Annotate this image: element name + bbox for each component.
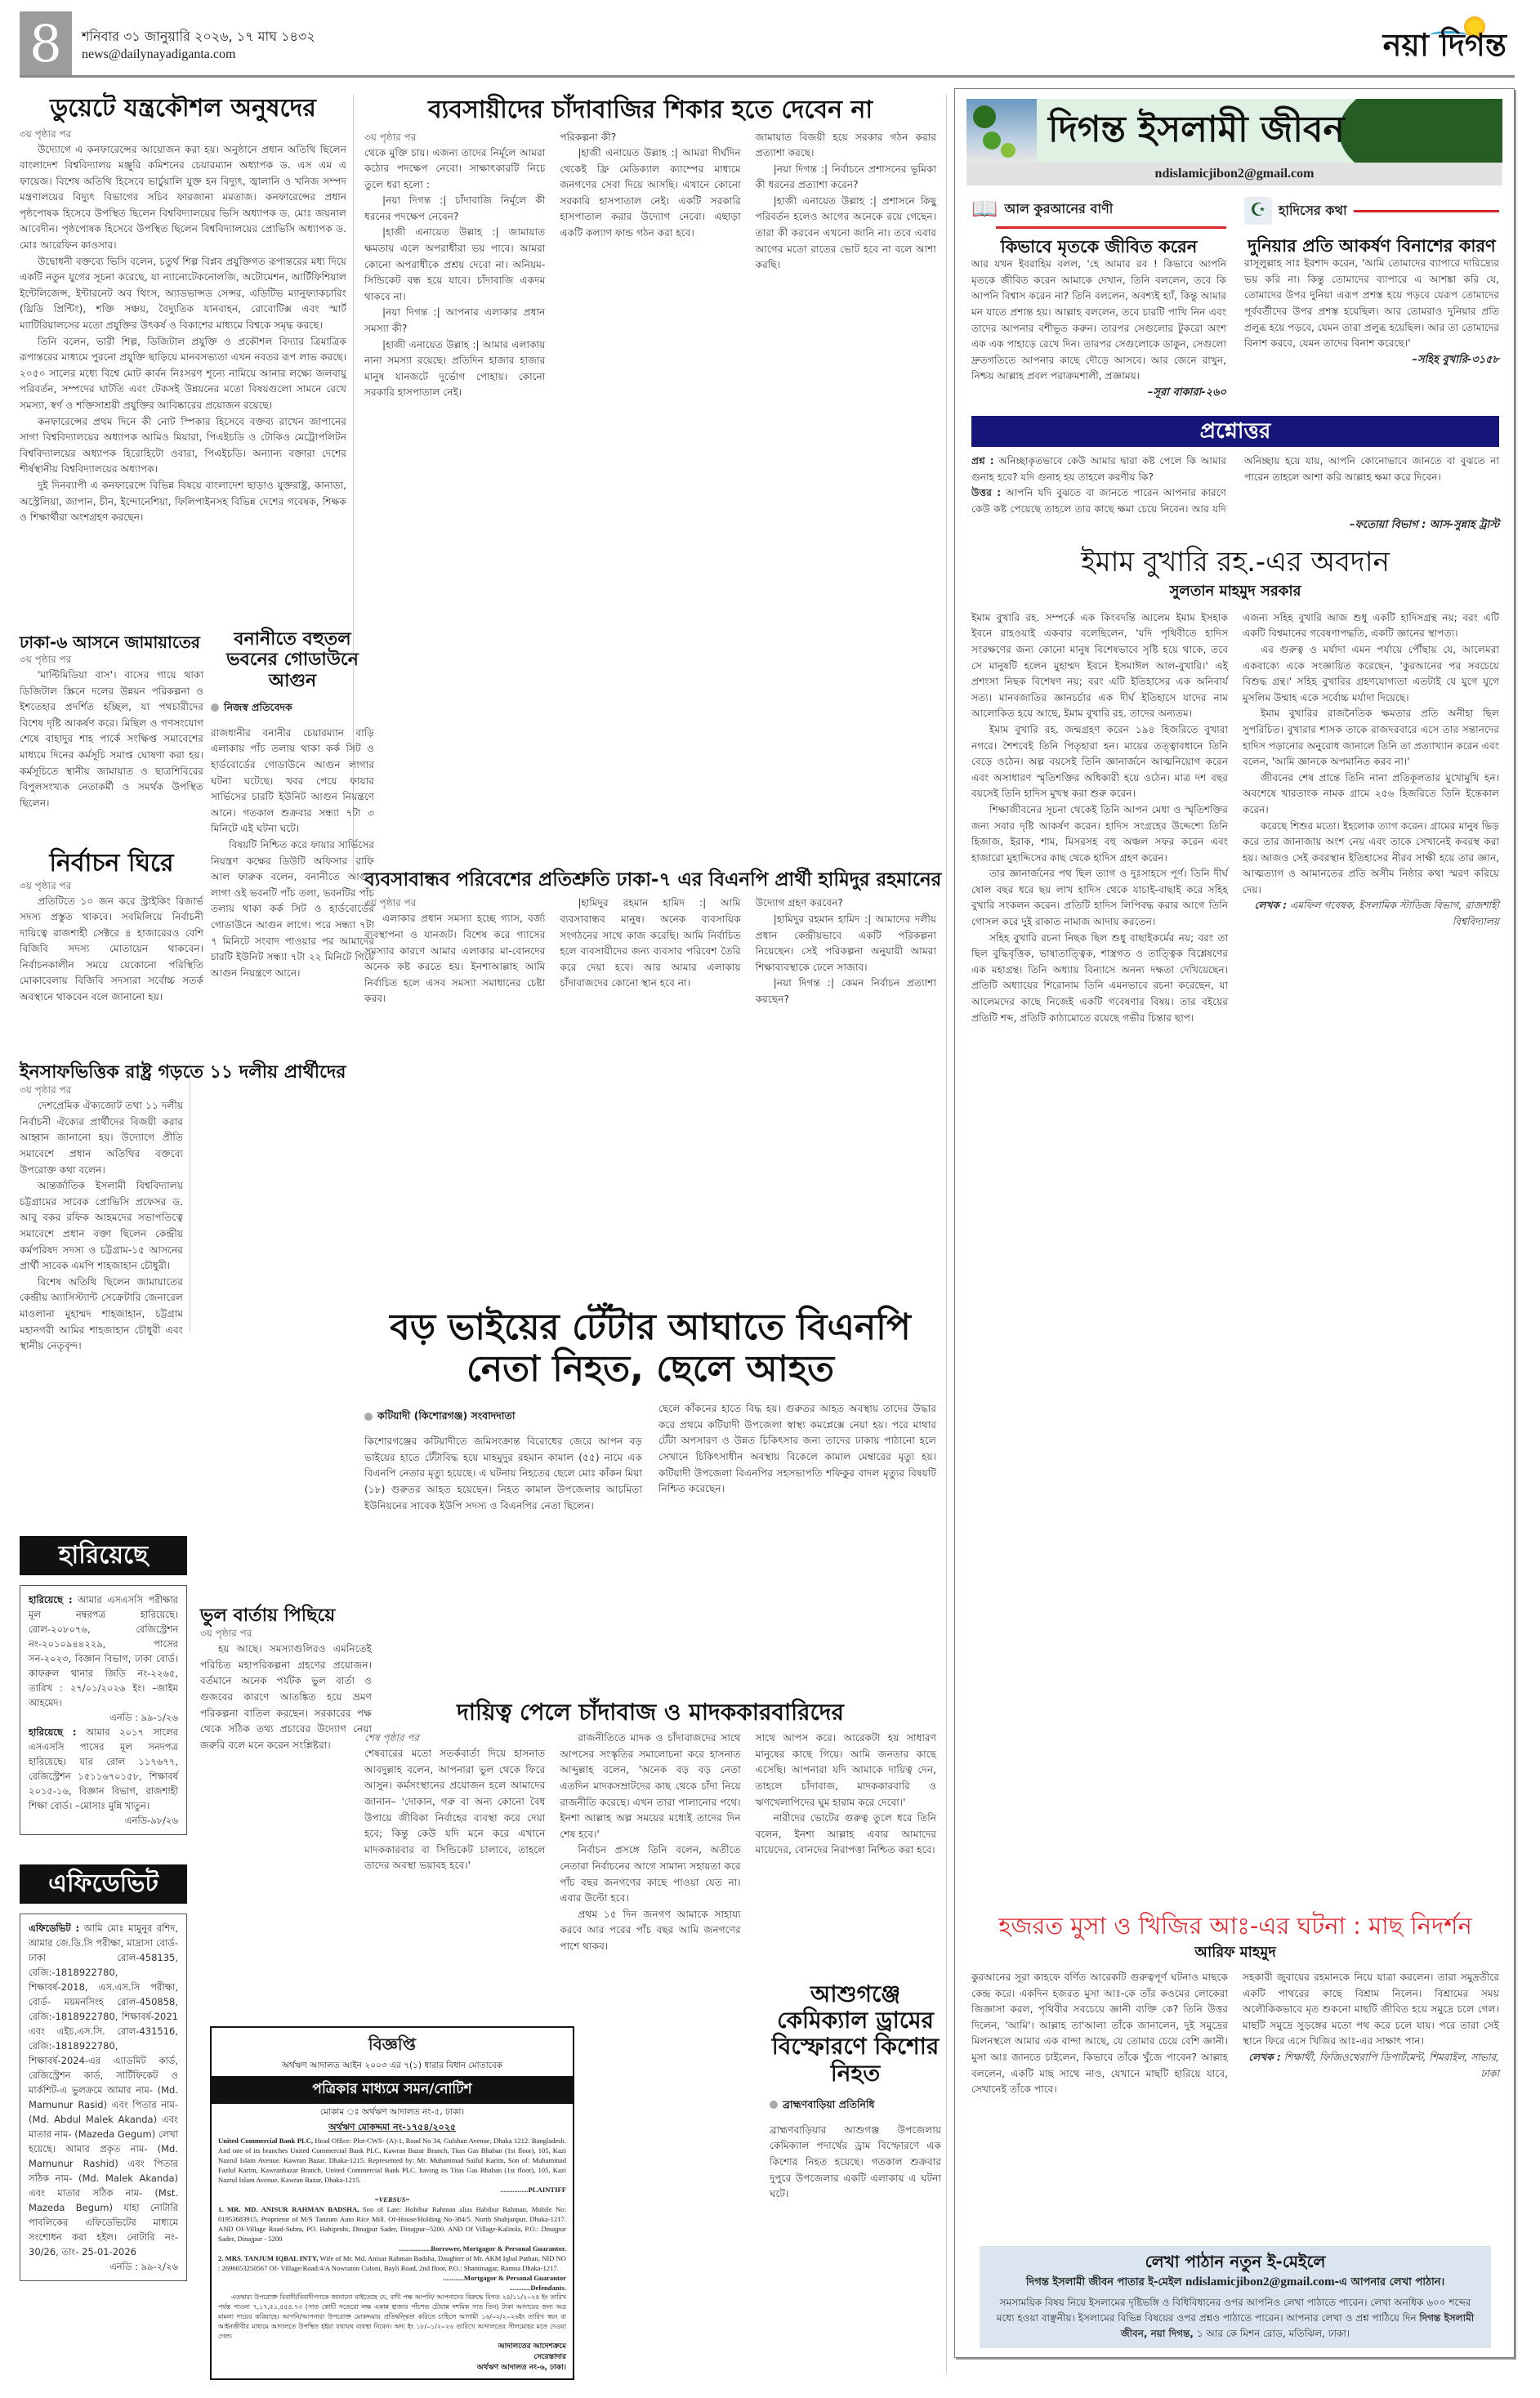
paragraph: নারীদের ভোটের গুরুত্ব তুলে ধরে তিনি বলেন, ইনশা আল্লাহ এবার আমাদের মায়েদের, বোনদের নিরাপত্তা নিশ্চিত করা হবে। — [755, 1812, 936, 1856]
contribute-email-line: দিগন্ত ইসলামী জীবন পাতার ই-মেইল ndislamicjibon2@gmail.com-এ আপনার লেখা পাঠান। — [1025, 2275, 1445, 2289]
quran-hadith-row — [971, 197, 1499, 402]
notice-title: বিজ্ঞপ্তি — [368, 2034, 417, 2054]
bukhari-article — [971, 547, 1499, 1026]
section-rule — [996, 226, 1226, 229]
headline-line: বড় ভাইয়ের টেঁটার আঘাতে বিএনপি — [390, 1306, 911, 1348]
text-column: কুরআনের সূরা কাহফে বর্ণিত আরেকটি গুরুত্বপূর্ণ ঘটনাও মাছকে কেন্দ্র করে। একদিন হজরত মুসা আঃ-কে তাঁর কওমের লোকেরা জিজ্ঞাসা করল, পৃথিবীর সবচেয়ে জ্ঞানী ব্যক্তি কে? তিনি উত্তর দিলেন, 'আমি'। আল্লাহ তা'আলা তাঁকে জানালেন, দুই সমুদ্রের মিলনস্থলে আমার এক বান্দা আছে, যে তোমার চেয়ে বেশি জ্ঞানী। মুসা আঃ জানতে চাইলেন, কিভাবে তাঁকে খুঁজে পাবেন? আল্লাহ বললেন, একটি মাছ সাথে নাও, যেখানে মাছটি হারিয়ে যাবে, সেখানেই তাঁকে পাবে। — [971, 1972, 1228, 2096]
quote-source: –সূরা বাকারা-২৬০ — [1147, 386, 1226, 399]
paragraph: ছেলে কাঁকনের হাতে বিদ্ধ হয়। গুরুতর আহত অবস্থায় তাদের উদ্ধার করে প্রথমে কটিয়াদী উপজেলা স্বাস্থ্য কমপ্লেক্সে নেয়া হয়। পরে মাথার টেঁটা অপসারণ ও উন্নত চিকিৎসার জন্য তাদের ঢাকায় পাঠানো হলে সেখানে চিকিৎসাধীন অবস্থায় বিকেলে কামাল মেম্বারের মৃত্যু হয়। কটিয়াদী উপজেলা বিএনপির সহসভাপতি শফিকুর বাদল মৃত্যুর বিষয়টি নিশ্চিত করেছেন। — [658, 1403, 936, 1495]
article-duet — [20, 95, 346, 526]
defendant-label: ............Mortgagor & Personal Guarantor — [443, 2274, 566, 2282]
paragraph: জামায়াত বিজয়ী হয়ে সরকার গঠন করার প্রত্যাশা করছে। — [755, 131, 936, 159]
court-notice — [210, 2026, 574, 2380]
paragraph: প্রতিটিতে ১০ জন করে স্ট্রাইকিং রিজার্ভ সদস্য প্রস্তুত থাকবে। সবমিলিয়ে নির্বাচনী দায়িত্বে রাজশাহী সেক্টরে ৪ হাজারেরও বেশি বিজিবি সদস্য মোতায়েন থাকবেন। নির্বাচনকালীন সময়ে যেকোনো পরিস্থিতি মোকাবেলায় বিজিবি সদস্যরা সর্বোচ্চ সতর্ক অবস্থানে থাকবেন বলে জানানো হয়। — [20, 895, 203, 1003]
quran-section — [971, 197, 1226, 402]
classified-item: হারিয়েছে : আমার এসএসসি পরীক্ষার মূল নম্বরপত্র হারিয়েছে। রোল-২০৮০৭৬, রেজিস্ট্রেশন নং-২০১০৯৪৪২২৯, পাসের সন-২০২৩, বিজ্ঞান বিভাগ, ঢাকা বোর্ড। কাফরুল থানার জিডি নং-২২৬৫, তারিখ : ২৭/০১/২০২৬ ইং। –জাইম আহমেদ। — [29, 1594, 178, 1708]
continued-from: ৩য় পৃষ্ঠার পর — [200, 1628, 252, 1640]
paragraph: দুই দিনব্যাপী এ কনফারেন্সে বিভিন্ন বিষয়ে বাংলাদেশ ছাড়াও যুক্তরাষ্ট্র, কানাডা, অস্ট্রেলিয়া, জাপান, চীন, ইন্দোনেশিয়া, ফিলিপাইনসহ বিভিন্ন দেশের গবেষক, শিক্ষক ও শিক্ষার্থীরা অংশগ্রহণ করছেন। — [20, 479, 346, 524]
continued-from: ৩য় পৃষ্ঠার পর — [364, 131, 417, 143]
classified-affidavit — [20, 1864, 187, 2281]
classified-item: এফিডেভিট : আমি মোঃ মামুনুর রশিদ, আমার জে.ডি.সি পরীক্ষা, মাদ্রাসা বোর্ড-ঢাকা রোল-458135, রেজি:-1818922780, শিক্ষাবর্ষ-2018, এস.এস.সি পরীক্ষা, বোর্ড- ময়মনসিংহ রোল-450858, রেজি:-1818922780, শিক্ষাবর্ষ-2021 এবং এইচ.এস.সি. রোল-431516, রেজি:-1818922780, শিক্ষাবর্ষ-2024-এর এ্যাডমিট কার্ড, রেজিস্ট্রেশন কার্ড, সার্টিফিকেট ও মার্কশিট-এ ভুলক্রমে আমার নাম- (Md. Mamunur Rasid) এবং পিতার নাম- (Md. Abdul Malek Akanda) এবং মাতার নাম- (Mazeda Gegum) লেখা হয়েছে। আমার প্রকৃত নাম- (Md. Mamunur Rashid) এবং পিতার সঠিক নাম- (Md. Malek Akanda) এবং মাতার সঠিক নাম- (Mst. Mazeda Begum) যাহা নোটারি পাবলিকের এফিডেভিটের মাধ্যমে সংশোধন করা হইল। নোটারি নং- 30/26, তাং- 25-01-2026 — [29, 1922, 178, 2257]
headline-line: নেতা নিহত, ছেলে আহত — [466, 1347, 834, 1390]
interview-paragraph: |নয়া দিগন্ত :| চাঁদাবাজি নির্মূলে কী ধরনের পদক্ষেপ নেবেন? — [364, 194, 546, 222]
text-column — [364, 1401, 642, 1514]
article-body — [20, 1098, 183, 1355]
notice-subtitle: অর্থঋণ আদালত আইন ২০০৩ এর ৭(১) ধারার বিধান মোতাবেক — [281, 2061, 503, 2070]
paragraph: ব্রাহ্মণবাড়িয়ার আশুগঞ্জ উপজেলায় কেমিক্যাল পদার্থের ড্রাম বিস্ফোরণে এক কিশোর নিহত হয়েছে। গতকাল শুক্রবার দুপুরে উপজেলার একটি এলাকায় এ ঘটনা ঘটে। — [770, 2123, 941, 2200]
article-body — [20, 668, 203, 811]
section-email[interactable]: ndislamicjibon2@gmail.com — [966, 163, 1502, 185]
article-body — [364, 1730, 936, 1954]
article-election — [20, 850, 203, 1006]
paragraph: বিশেষ অতিথি ছিলেন জামায়াতের কেন্দ্রীয় অ্যাসিস্ট্যান্ট সেক্রেটারি জেনারেল মাওলানা মুহাম্মদ শাহজাহান, চট্টগ্রাম মহানগরী আমির শাহজাহান চৌধুরী এবং স্থানীয় নেতৃবৃন্দ। — [20, 1275, 183, 1352]
article-dhaka6 — [20, 633, 203, 811]
text-column — [364, 895, 545, 1007]
text-column — [658, 1401, 936, 1514]
classified-ref: এনডি : ৯৯-১/২৬ — [109, 1712, 178, 1723]
logo-text: নয়া দিগন্ত — [1382, 27, 1507, 63]
musa-article — [971, 1913, 1499, 2098]
article-headline: ব্যবসাবান্ধব পরিবেশের প্রতিশ্রুতি ঢাকা-৭ এর বিএনপি প্রার্থী হামিদুর রহমানের — [364, 869, 942, 891]
article-headline: দায়িত্ব পেলে চাঁদাবাজ ও মাদককারবারিদের — [457, 1699, 844, 1726]
contribute-email[interactable]: ndislamicjibon2@gmail.com — [1185, 2275, 1335, 2289]
author-name: আরিফ মাহমুদ — [1194, 1944, 1276, 1962]
interview-paragraph: |হামিদুর রহমান হামিদ :| আমাদের দলীয় প্রধান কেন্দ্রীয়ভাবে একটি পরিকল্পনা নিয়েছেন। সেই পরিকল্পনা অনুযায়ী আমরা শিক্ষাব্যবস্থাকে ঢেলে সাজাব। — [755, 913, 936, 973]
continued-from: ৩য় পৃষ্ঠার পর — [364, 897, 417, 909]
continued-from: শেষ পৃষ্ঠার পর — [364, 1732, 420, 1744]
paragraph: উদ্যোগে এ কনফারেন্সের আয়োজন করা হয়। অনুষ্ঠানে প্রধান অতিথি ছিলেন বাংলাদেশ বিশ্ববিদ্যালয় মঞ্জুরি কমিশনের চেয়ারম্যান অধ্যাপক ড. এস এম এ ফায়েজ। বিশেষ অতিথি হিসেবে ভার্চুয়ালি যুক্ত হন বিদ্যুৎ, জ্বালানি ও খনিজ সম্পদ মন্ত্রণালয়ের বিদ্যুৎ বিভাগের সচিব ফারজানা মমতাজ। কনফারেন্সের প্রধান পৃষ্ঠপোষক হিসেবে উপস্থিত ছিলেন বিশ্ববিদ্যালয়ের ভিসি অধ্যাপক ড. মোঃ জয়নাল আবেদীন। পৃষ্ঠপোষক হিসেবে উপস্থিত ছিলেন বিশ্ববিদ্যালয়ের প্রোভিসি অধ্যাপক ড. মোঃ আরেফিন কাওসার। — [20, 143, 346, 252]
article-eleven-party — [20, 1062, 363, 1355]
notice-signature: আদালতের আদেশক্রমে সেরেস্তাদার অর্থঋণ আদালত নং-৬, ঢাকা। — [476, 2342, 566, 2372]
article-headline: ডুয়েটে যন্ত্রকৌশল অনুষদের — [50, 94, 316, 123]
article-hasnat — [364, 1699, 936, 1955]
article-businessmen — [364, 96, 936, 401]
author-name: সুলতান মাহমুদ সরকার — [1169, 583, 1301, 601]
interview-paragraph: |হামিদুর রহমান হামিদ :| আমি ব্যবসাবান্ধব মানুষ। অনেক ব্যবসায়িক সংগঠনের সাথে কাজ করেছি। আমি নির্বাচিত হলে ব্যবসায়ীদের জন্য ব্যবসার পরিবেশ তৈরি করে দেয়া হবে। আর আমার এলাকায় চাঁদাবাজদের কোনো স্থান হবে না। — [560, 897, 741, 989]
newsroom-email[interactable]: news@dailynayadiganta.com — [82, 47, 236, 61]
article-false-news — [200, 1605, 372, 1753]
classified-header: হারিয়েছে — [20, 1536, 187, 1575]
text-column — [364, 130, 545, 402]
classified-box — [20, 1585, 187, 1835]
contribute-box — [980, 2246, 1491, 2348]
paragraph: কিশোরগঞ্জের কটিয়াদীতে জমিসংক্রান্ত বিরোধের জেরে আপন বড় ভাইয়ের হাতে টেঁটাবিদ্ধ হয়ে মাহমুদুর রহমান কামাল (৫৫) নামে এক বিএনপি নেতার মৃত্যু হয়েছে। এ ঘটনায় নিহতের ছেলে মোঃ কাঁকন মিয়া (১৮) গুরুতর আহত হয়েছেন। নিহত কামাল উপজেলার আচমিতা ইউনিয়নের সাবেক ইউপি সদস্য ও বিএনপির নেতা ছিলেন। — [364, 1436, 642, 1512]
article-banani — [211, 629, 374, 981]
defendants-label: ............Defendants. — [509, 2284, 566, 2292]
interview-paragraph: |নয়া দিগন্ত :| আপনার এলাকার প্রধান সমস্যা কী? — [364, 306, 546, 335]
islamic-life-panel — [954, 88, 1515, 2358]
paragraph: হয় আছে। সমস্যাগুলিরও এমনিতেই পরিচিত মহাপরিকল্পনা গ্রহণের প্রয়োজন। বর্তমানে অনেক পর্যটক ভুল বার্তা ও গুজবের কারণে আতঙ্কিত হয়ে ভ্রমণ পরিকল্পনা বাতিল করছেন। সরকারের পক্ষ থেকে সঠিক তথ্য প্রচারের উদ্যোগ নেয়া জরুরি বলে মনে করেন সংশ্লিষ্টরা। — [200, 1643, 372, 1751]
classified-box — [20, 1913, 187, 2281]
paragraph: এলাকার প্রধান সমস্যা হচ্ছে গ্যাস, বর্জ্য ব্যবস্থাপনা ও যানজট। বিশেষ করে গ্যাসের সমস্যার কারণে আমার এলাকার মা-বোনদের অনেক কষ্ট করতে হয়। ইনশাআল্লাহ আমি নির্বাচিত হলে এসব সমস্যা সমাধানের চেষ্টা করব। — [364, 913, 546, 1005]
article-body — [20, 894, 203, 1006]
section-heading: ☪ হাদিসের কথা — [1244, 197, 1499, 225]
decor-curve — [1339, 99, 1502, 163]
paragraph: উদ্বোধনী বক্তব্যে ভিসি বলেন, চতুর্থ শিল্প বিপ্লব প্রযুক্তিগত রূপান্তরের মধ্য দিয়ে একটি নতুন যুগের সূচনা করেছে, যা ন্যানোটেকনোলজি, অটোমেশন, আর্টিফিশিয়াল ইন্টেলিজেন্স, ইন্টারনেট অব থিংস, অ্যাডভান্সড সেন্সর, এডিটিভ ম্যানুফ্যাকচারিং (থ্রিডি প্রিন্টিং), শক্তি সঞ্চয়, বৈদ্যুতিক যানবাহন, রোবোটিক্স এবং স্মার্ট ম্যাটিরিয়ালসের মতো প্রযুক্তির উৎকর্ষ ও বিকাশের মাধ্যমে বিশ্বকে সমৃদ্ধ করছে। — [20, 255, 346, 332]
article-headline: ঢাকা-৬ আসনে জামায়াতের — [20, 632, 200, 652]
article-headline: হজরত মুসা ও খিজির আঃ-এর ঘটনা : মাছ নিদর্শন — [998, 1912, 1472, 1940]
bullet-icon — [770, 2101, 778, 2109]
paragraph: দেশপ্রেমিক ঐক্যজোট তথা ১১ দলীয় নির্বাচনী ঐক্যের প্রার্থীদের বিজয়ী করার আহ্বান জানানো হয়। উদ্যোগে প্রীতি সমাবেশে প্রধান অতিথির বক্তব্যে উপরোক্ত কথা বলেন। — [20, 1100, 183, 1176]
classified-lost — [20, 1536, 187, 1835]
notice-plaintiff: United Commercial Bank PLC, Head Office: Plot-CWS- (A)-1, Road No 34, Gulshan Avenue, Dhaka 1212. Bangladesh. And one of its branches United Commercial Bank PLC, Kawran Bazar Branch, Titas Gas Bhaban (1st floor), 105, Kazi Nazrul Islam Avenue. Kawran Bazar. Dhaka-1215. Represented by: Mr. Muhammad Saiful Karim, Son of: Muhammad Fazlul Karim, Kawranbazar Branch, United Commercial Bank PLC. having its Titas Gas Bhaban (1st floor), 105, Kazi Nazrul Islam Avenue, Kawran Bazar, Dhaka-1215. — [218, 2137, 566, 2184]
text-column — [756, 130, 936, 402]
section-heading: 📖 আল কুরআনের বাণী — [971, 197, 1114, 221]
continued-from: ৩য় পৃষ্ঠার পর — [20, 1084, 72, 1096]
qa-answer: উত্তর : আপনি যদি বুঝতে বা জানতে পারেন আপনার কারণে কেউ কষ্ট পেয়েছে তাহলে তার কাছে ক্ষমা চেয়ে নিবেন। আর যদি অনিচ্ছায় হয়ে যায়, আপনি কোনোভাবে জানতে বা বুঝতে না পারেন তাহলে আশা করি আল্লাহ ক্ষমা করে দিবেন। — [971, 455, 1499, 515]
interview-paragraph: |হাজী এনায়েত উল্লাহ :| প্রশাসনে কিছু পরিবর্তন হলেও আগের অনেকে রয়ে গেছেন। তারা কী করবেন এখনো জানি না। তবে এবার আগের মতো রাতের ভোট হবে না বলে আশা করছি। — [755, 194, 936, 271]
article-headline: নির্বাচন ঘিরে — [49, 849, 174, 877]
text-column — [756, 1730, 936, 1954]
article-headline: ভুল বার্তায় পিছিয়ে — [200, 1605, 336, 1626]
page-number: 8 — [20, 11, 72, 77]
section-rule — [1354, 210, 1499, 212]
quote-source: –সহিহ বুখারি-৩১৫৮ — [1412, 353, 1499, 366]
hadith-text: রাসূলুল্লাহ সাঃ ইরশাদ করেন, 'আমি তোমাদের ব্যাপারে দারিদ্র্যের ভয় করি না। কিন্তু তোমাদের ব্যাপারে এ আশঙ্কা করি যে, তোমাদের উপর দুনিয়া এরূপ প্রশস্ত হয়ে পড়বে যেরূপ তোমাদের পূর্ববর্তীদের উপর প্রশস্ত হয়েছিল। আর তোমরাও দুনিয়ার প্রতি প্রলুব্ধ হয়ে পড়বে, যেমন তারা প্রলুব্ধ হয়েছিল। আর তা তোমাদের বিনাশ করবে, যেমন তাদের বিনাশ করেছে।' — [1244, 257, 1499, 350]
newspaper-logo[interactable] — [1376, 13, 1507, 74]
article-columns — [364, 1401, 936, 1514]
byline: কটিয়াদী (কিশোরগঞ্জ) সংবাদদাতা — [364, 1408, 642, 1424]
text-column: সহকারী জুবায়ের রহমানকে নিয়ে যাত্রা করলেন। তারা সমুদ্রতীরে একটি পাথরের কাছে বিশ্রাম নিলেন। বিশ্রামের সময় অলৌকিকভাবে মৃত শুকনো মাছটি জীবিত হয়ে সমুদ্রে চলে গেল। মাছটি সমুদ্রে সুড়ঙ্গের মতো পথ করে চলে যায়। পরে তারা সেই স্থানে ফিরে এসে খিজির আঃ-এর সাক্ষাৎ পান। লেখক : শিক্ষার্থী, ফিজিওথেরাপি ডিপার্টমেন্ট, শিমরাইল, সাভার, ঢাকা — [1243, 1970, 1499, 2098]
quran-book-icon: 📖 — [971, 197, 998, 221]
article-body — [364, 130, 936, 402]
article-headline: দুনিয়ার প্রতি আকর্ষণ বিনাশের কারণ — [1248, 236, 1496, 256]
article-headline — [364, 1307, 936, 1390]
section-title: দিগন্ত ইসলামী জীবন — [1048, 109, 1345, 150]
notice-case-number: অর্থঋণ মোকদ্দমা নং-১৭৫৪/২০২৫ — [328, 2122, 456, 2132]
decor-circle — [973, 105, 996, 128]
article-headline: ব্যবসায়ীদের চাঁদাবাজির শিকার হতে দেবেন না — [427, 96, 873, 124]
contribute-text: সমসাময়িক বিষয় নিয়ে ইসলামের দৃষ্টিভঙ্গি ও বিধিবিধানের ওপর আপনিও লেখা পাঠাতে পারেন। লেখা অনধিক ৬০০ শব্দের মধ্যে হওয়া বাঞ্ছনীয়। ইসলামের বিভিন্ন বিষয়ের ওপর প্রশ্নও পাঠাতে পারেন। আপনার লেখা ও প্রশ্ন পাঠিয়ে দিন দিগন্ত ইসলামী জীবন, নয়া দিগন্ত, ১ আর কে মিশন রোড, মতিঝিল, ঢাকা। — [996, 2297, 1475, 2339]
text-column: এজন্য সহিহ বুখারি আজ শুধু একটি হাদিসগ্রন্থ নয়; বরং এটি একটি বিশ্বমানের গবেষণাপদ্ধতি, একটি জ্ঞানের স্থাপত্য। এর গুরুত্ব ও মর্যাদা এমন পর্যায়ে পৌঁছায় যে, আলেমরা একবাক্যে একে সংজ্ঞায়িত করেছেন, 'কুরআনের পর সবচেয়ে বিশুদ্ধ গ্রন্থ।' সহিহ বুখারির গ্রহণযোগ্যতা এতটাই যে যুগে যুগে মুসলিম উম্মাহ একে সর্বোচ্চ মর্যাদা দিয়েছে। ইমাম বুখারির রাজনৈতিক ক্ষমতার প্রতি অনীহা ছিল সুপরিচিত। বুখারার শাসক তাকে রাজদরবারে এসে তার সন্তানদের হাদিস পড়ানোর অনুরোধ জানালে তিনি তা প্রত্যাখ্যান করেন এবং বলেন, 'আমি জ্ঞানকে অপমানিত করব না।' জীবনের শেষ প্রান্তে তিনি নানা প্রতিকূলতার মুখোমুখি হন। অবশেষে খারতাংক নামক গ্রামে ২৫৬ হিজরিতে তিনি ইন্তেকাল করেন। করেছে শিশুর মতো। ইহলোক ত্যাগ করেন। গ্রামের মানুষ ভিড় করে তার জানাজায় অংশ নেয় এবং তাকে সেখানেই কবরস্থ করা হয়। আজও সেই কবরস্থান ইতিহাসের নীরব সাক্ষী হয়ে তার জ্ঞান, আত্মত্যাগ ও আমানতের প্রতি অসীম নিষ্ঠার কথা স্মরণ করিয়ে দেয়। লেখক : এমফিল গবেষক, ইসলামিক স্টাডিজ বিভাগ, রাজশাহী বিশ্ববিদ্যালয় — [1243, 610, 1499, 1026]
article-body — [211, 726, 374, 982]
text-column — [560, 130, 740, 402]
article-headline: কিভাবে মৃতকে জীবিত করেন — [1000, 237, 1198, 257]
paragraph: পরিকল্পনা কী? — [560, 131, 617, 143]
continued-from: ৩য় পৃষ্ঠার পর — [20, 879, 72, 891]
hadith-section — [1244, 197, 1499, 402]
continued-from: ৩য় পৃষ্ঠার পর — [20, 127, 72, 140]
bullet-icon — [364, 1413, 373, 1421]
paragraph: শেষবারের মতো সতর্কবার্তা দিয়ে হাসনাত আবদুল্লাহ বলেন, আপনারা ভুল থেকে ফিরে আসুন। কর্মসংস্থানের প্রয়োজন হলে আমাদের জানান– 'দোকান, গরু বা অন্য কোনো বৈধ উপায়ে জীবিকা নির্বাহের ব্যবস্থা করে দেয়া হবে; কিন্তু কেউ যদি মনে করে এখানে মাদককারবার বা সিন্ডিকেট চালাবে, তাহলে তাদের অবস্থা ভয়াবহ হবে।' — [364, 1748, 546, 1872]
article-headline: আশুগঞ্জে কেমিক্যাল ড্রামের বিস্ফোরণে কিশোর নিহত — [771, 1980, 940, 2087]
paragraph: রাজধানীর বনানীর চেয়ারম্যান বাড়ি এলাকায় পাঁচ তলায় থাকা কর্ক সিট ও হার্ডবোর্ডের গোডাউনে আগুন লাগার ঘটনা ঘটেছে। খবর পেয়ে ফায়ার সার্ভিসের চারটি ইউনিট আগুন নিয়ন্ত্রণে আনে। গতকাল শুক্রবার সন্ধ্যা ৭টা ৩ মিনিটে এই ঘটনা ঘটে। — [211, 726, 374, 835]
paragraph: 'মাল্টিমিডিয়া বাস'। বাসের গায়ে থাকা ডিজিটাল স্ক্রিনে দলের উন্নয়ন পরিকল্পনা ও ইশতেহার প্রদর্শিত হচ্ছিল, যা পথচারীদের বিশেষ দৃষ্টি আকর্ষণ করে। মিছিল ও গণসংযোগ শেষে বাহাদুর শাহ পার্কে সংক্ষিপ্ত সমাবেশের মাধ্যমে দিনের কর্মসূচি সমাপ্ত ঘোষণা করা হয়। কর্মসূচিতে স্থানীয় জামায়াত ও ছাত্রশিবিরের বিপুলসংখ্যক নেতাকর্মী ও সমর্থক উপস্থিত ছিলেন। — [20, 669, 203, 809]
qa-question: প্রশ্ন : অনিচ্ছাকৃতভাবে কেউ আমার দ্বারা কষ্ট পেলে কি আমার গুনাহ হবে? যদি গুনাহ হয় তাহলে করণীয় কি? — [971, 455, 1227, 483]
writer-credit: লেখক : শিক্ষার্থী, ফিজিওথেরাপি ডিপার্টমেন্ট, শিমরাইল, সাভার, ঢাকা — [1248, 2052, 1499, 2079]
decor-circle — [983, 132, 1001, 150]
qa-band: প্রশ্নোত্তর — [971, 416, 1499, 447]
decor-circle — [1001, 143, 1016, 158]
byline: নিজস্ব প্রতিবেদক — [211, 699, 374, 716]
notice-body — [218, 2136, 566, 2373]
islamic-life-banner — [966, 99, 1502, 163]
interview-paragraph: |নয়া দিগন্ত :| কেমন নির্বাচন প্রত্যাশা করছেন? — [755, 977, 936, 1005]
classified-header: এফিডেভিট — [20, 1864, 187, 1904]
contribute-headline: লেখা পাঠান নতুন ই-মেইলে — [1145, 2252, 1326, 2271]
paragraph: আন্তর্জাতিক ইসলামী বিশ্ববিদ্যালয় চট্টগ্রামের সাবেক প্রোভিসি প্রফেসর ড. আবু বকর রফিক আহমদের সভাপতিত্বে সমাবেশে প্রধান বক্তা ছিলেন কেন্দ্রীয় কর্মপরিষদ সদস্য ও চট্টগ্রাম-১৫ আসনের প্রার্থী সাবেক এমপি শাহজাহান চৌধুরী। — [20, 1180, 183, 1272]
notice-text: এতদ্বারা উপরোক্ত বিবাদী/বিবাদীগণকে জানানো যাইতেছে যে, বাদী পক্ষ আপনি/ আপনাদের বিরুদ্ধে বিগত ২৪/১১/২০২৫ ইং তারিখ পর্যন্ত পাওনা ৭,১৭,৫১,৫৫৪.৭৩ (সাত কোটি সতেরো লক্ষ একান্ন হাজার পাঁচশত চৌয়ান্ন দশমিক সাত তিন) টাকা আদায়ের জন্য অত্র মামলা দায়ের করিয়াছে। আপনি/আপনারা উপরোক্ত মোকদ্দমায় প্রতিদ্বন্দ্বিতা করিতে চাহিলে আগামী ১৬/০২/২০২৬ইং তারিখ স্বয়ং বা আইনজীবীর মাধ্যমে আদালতে উপস্থিত হইয়া যথাযথ ব্যবস্থা নিবেন। অদ্য ইং ১৮/০১/২০২৬ তারিখে আদালতের সীলমোহর মতে দেওয়া গেল। — [218, 2293, 566, 2340]
article-body — [971, 1970, 1499, 2098]
paragraph: সাথে আপস করে। আরেকটা হয় সাধারণ মানুষের কাছে গিয়ে। আমি জনতার কাছে এসেছি। আপনারা যদি আমাকে দায়িত্ব দেন, তাহলে চাঁদাবাজ, মাদককারবারি ও ঋণখেলাপিদের ঘুম হারাম করে দেবো।' — [755, 1732, 936, 1808]
paragraph: বিষয়টি নিশ্চিত করে ফায়ার সার্ভিসের নিয়ন্ত্রণ কক্ষের ডিউটি অফিসার রাফি আল ফারুক বলেন, বনানীতে আগুন লাগা ওই ভবনটি পাঁচ তলা, ভবনটির পাঁচ তলায় থাকা কর্ক সিট ও হার্ডবোর্ডের গোডাউনে আগুন লাগে। পরে সন্ধ্যা ৭টা ৭ মিনিটে সংবাদ পাওয়ার পর আমাদের চারটি ইউনিট সন্ধ্যা ৭টা ২২ মিনিটে গিয়ে আগুন নিয়ন্ত্রণে আনে। — [211, 839, 374, 979]
quote-source: –ফতোয়া বিভাগ : আস-সুন্নাহ ট্রাস্ট — [1350, 519, 1499, 532]
paragraph: কনফারেন্সের প্রথম দিনে কী নোট স্পিকার হিসেবে বক্তব্য রাখেন জাপানের সাগা বিশ্ববিদ্যালয়ের অধ্যাপক আমিও মিয়ারা, পিএইচডি ও টোকিও মেট্রোপলিটন বিশ্ববিদ্যালয়ের অধ্যাপক হিরোহিটো ওবারা, পিএইচডি। অন্যান্য বক্তারা দেশের শীর্ষস্থানীয় বিশ্ববিদ্যালয়ের অধ্যাপক। — [20, 415, 346, 476]
paragraph: উদ্যোগ গ্রহণ করবেন? — [755, 897, 843, 909]
mosque-crescent-icon: ☪ — [1244, 197, 1272, 225]
text-column — [364, 1730, 545, 1954]
notice-band: পত্রিকার মাধ্যমে সমন/নোটিশ — [212, 2076, 573, 2104]
notice-defendant: 1. MR. MD. ANISUR RAHMAN BADSHA, Son of Late: Hobibur Rahman alias Habibur Rahman, Mobile No: 01953683915, Proprietor of M/S Tanzum Auto Rice Mill. Of-House/Holding No-384/5. North Shahjanpur, Dhaka-1217. AND Of-Village Road-Subra, PO. Hahiprohi, Dinajpur Sader, Dinajpur--5200. AND Of Village-Kalitola, P.O.: Dinajpur Sader, Dinajpur - 5200 — [218, 2205, 566, 2243]
versus-label: =VERSUS= — [374, 2195, 410, 2204]
paragraph: রাজনীতিতে মাদক ও চাঁদাবাজদের সাথে আপসের সংস্কৃতির সমালোচনা করে হাসনাত আব্দুল্লাহ বলেন, 'অনেক বড় বড় নেতা এতদিন মাদকসম্রাটদের কাছ থেকে চাঁদা নিয়ে রাজনীতি করেছে। এখন তারা পালানোর পথে। ইনশা আল্লাহ অল্প সময়ের মধ্যেই তাদের দিন শেষ হবে।' — [560, 1732, 741, 1840]
qa-section — [971, 453, 1499, 534]
notice-defendant: 2. MRS. TANJUM IQBAL INTY, Wife of Mr. Md. Anisur Rahman Badsha, Daughter of Mr. AKM Iqbal Pathan, NID NO : 2696653250567 Of- Village/Road:4/A Nowraton Culoni, Bayli Road, 2nd floor, P.O.: Shantinagar, Ramna Dhaka-1217. — [218, 2254, 567, 2272]
paragraph: তিনি বলেন, ভারী শিল্প, ডিজিটাল প্রযুক্তি ও প্রকৌশল বিদ্যার ত্রিমাত্রিক রূপান্তরের মাধ্যমে পুরনো প্রযুক্তি ছাড়িয়ে মানবসভ্যতা এখন নবতর রূপ লাভ করছে। ২০৫০ সালের মধ্যে বিশ্বে মোট কার্বন নিঃসরণ শূন্যে নামিয়ে আনার লক্ষ্যে জলবায়ু পরিবর্তন, সম্পদের ঘাটতি এবং টেকসই উন্নয়নের মতো বিষয়গুলো সামনে রেখে সমস্যা, স্বর্ণ ও শক্তিসাশ্রয়ী প্রযুক্তির আবিষ্কারের প্রয়োজন রয়েছে। — [20, 335, 346, 411]
interview-paragraph: |নয়া দিগন্ত :| নির্বাচনে প্রশাসনের ভূমিকা কী ধরনের প্রত্যাশা করেন? — [755, 163, 936, 191]
issue-date: শনিবার ৩১ জানুয়ারি ২০২৬, ১৭ মাঘ ১৪৩২ — [82, 29, 315, 44]
notice-court: মোকাম ঃ অর্থঋণ আদালত নং-৫, ঢাকা। — [319, 2107, 465, 2117]
masthead — [20, 11, 1515, 77]
article-body — [971, 610, 1499, 1026]
paragraph: প্রথম ১৫ দিন জনগণ আমাকে সাহায্য করবে আর পরের পাঁচ বছর আমি জনগণের পাশে থাকব। — [560, 1908, 741, 1952]
bullet-icon — [211, 703, 219, 712]
interview-paragraph: |হাজী এনায়েত উল্লাহ :| আমরা দীর্ঘদিন থেকেই ফ্রি মেডিক্যাল ক্যাম্পের মাধ্যমে জনগণের সেবা দিয়ে আসছি। এখানে কোনো সরকারি হাসপাতাল নেই। একটি সরকারি হাসপাতাল করার উদ্যোগ নেবো। এছাড়া একটি কল্যাণ ফান্ড গঠন করা হবে। — [560, 147, 741, 239]
text-column: ইমাম বুখারি রহ. সম্পর্কে এক কিংবদন্তি আলেম ইমাম ইসহাক ইবনে রাহওয়াই একবার বলেছিলেন, 'যদি পৃথিবীতে হাদিস সংরক্ষণের জন্য কোনো মানুষ বিশেষভাবে সৃষ্টি হয়ে থাকে, তবে সে মানুষটি হলেন মুহাম্মদ ইবনে ইসমাঈল আল-বুখারি।' এই প্রশংসা নিছক বিশেষণ নয়; বরং এটি ইতিহাসের এক অনিবার্য সত্য। মানবজাতির জ্ঞানচর্চার এক দীর্ঘ ইতিহাসে যাদের নাম আলোকিত হয়ে আছে, ইমাম বুখারি রহ. তাদের অন্যতম। ইমাম বুখারি রহ. জন্মগ্রহণ করেন ১৯৪ হিজরিতে বুখারা নগরে। শৈশবেই তিনি পিতৃহারা হন। মায়ের তত্ত্বাবধানে তিনি বেড়ে ওঠেন। অল্প বয়সেই তিনি জ্ঞানার্জনে আত্মনিয়োগ করেন এবং অসাধারণ স্মৃতিশক্তির অধিকারী হয়ে ওঠেন। মাত্র দশ বছর বয়সেই তিনি হাদিস মুখস্থ করা শুরু করেন। শিক্ষাজীবনের সূচনা থেকেই তিনি আপন মেধা ও স্মৃতিশক্তির জন্য সবার দৃষ্টি আকর্ষণ করেন। হাদিস সংগ্রহের উদ্দেশ্যে তিনি হিজাজ, ইরাক, শাম, মিসরসহ বহু অঞ্চল সফর করেন এবং হাজারো মুহাদ্দিসের কাছ থেকে হাদিস গ্রহণ করেন। তার জ্ঞানার্জনের পথ ছিল ত্যাগ ও দুঃসাহসে পূর্ণ। তিনি দীর্ঘ ষোল বছর ধরে ছয় লাখ হাদিস থেকে যাচাই-বাছাই করে সহিহ বুখারি সংকলন করেন। প্রতিটি হাদিস লিপিবদ্ধ করার আগে তিনি গোসল করে দুই রাকাত নামাজ আদায় করতেন। সহিহ বুখারি রচনা নিছক ছিল শুধু বাছাইকর্মের নয়; বরং তা ছিল বুদ্ধিবৃত্তিক, ভাষাতাত্ত্বিক, শাস্ত্রগত ও তাত্ত্বিক বিশ্লেষণের এক মহাগ্রন্থ। তিনি অধ্যায় বিন্যাসে অনন্য দক্ষতা দেখিয়েছেন। প্রতিটি অধ্যায়ের শিরোনাম তিনি এমনভাবে রচনা করেছেন, যা আলেমদের কাছে নিজেই একটি গবেষণার বিষয়। তার বইয়ের প্রতিটি শব্দ, প্রতিটি কাঠামোতে রয়েছে গভীর চিন্তার ছাপ। — [971, 611, 1228, 1024]
article-body — [364, 895, 936, 1007]
text-column — [560, 895, 740, 1007]
text-column — [756, 895, 936, 1007]
qa-text — [971, 453, 1499, 517]
article-headline: ইনসাফভিত্তিক রাষ্ট্র গড়তে ১১ দলীয় প্রার্থীদের — [20, 1062, 346, 1083]
article-body — [200, 1641, 372, 1753]
plaintiff-label: ................PLAINTIFF — [500, 2186, 566, 2194]
defendant-label: ..................Borrower, Mortgagor & Personal Guarantor. — [399, 2244, 566, 2253]
article-headline: বনানীতে বহুতল ভবনের গোডাউনে আগুন — [226, 629, 359, 691]
interview-paragraph: |হাজী এনায়েত উল্লাহ :| জামায়াত ক্ষমতায় এলে অপরাধীরা ভয় পাবে। আমরা কোনো অপরাধীকে প্রশ্রয় দেবো না। অনিয়ম-সিন্ডিকেট বন্ধ হয়ে যাবে। চাঁদাবাজি একদম থাকবে না। — [364, 226, 546, 302]
classified-ref: এনডি : ৯৯-২/২৬ — [109, 2261, 178, 2272]
article-body — [20, 142, 346, 526]
article-bnp-leader — [364, 1307, 936, 1514]
article-headline: ইমাম বুখারি রহ.-এর অবদান — [1081, 546, 1390, 578]
continued-from: ৩য় পৃষ্ঠার পর — [20, 654, 72, 665]
paragraph: নির্বাচন প্রসঙ্গে তিনি বলেন, অতীতে নেতারা নির্বাচনের আগে সামান্য সহায়তা করে পাঁচ বছর জনগণের কাছে পাওয়া যেত না। এবার উল্টো হবে। — [560, 1844, 741, 1905]
article-drum-blast — [770, 1981, 941, 2203]
masthead-rule — [20, 75, 1515, 78]
interview-paragraph: |হাজী এনায়েত উল্লাহ :| আমার এলাকায় নানা সমস্যা রয়েছে। প্রতিদিন হাজার হাজার মানুষ যানজটে দুর্ভোগ পোহায়। কোনো সরকারি হাসপাতাল নেই। — [364, 338, 546, 399]
text-column — [560, 1730, 740, 1954]
column-divider — [946, 94, 947, 2373]
classified-ref: এনডি-৯৮/২৬ — [124, 1815, 178, 1826]
paragraph: থেকে মুক্তি চায়। এজন্য তাদের নির্মূলে আমরা কঠোর পদক্ষেপ নেবো। সাক্ষাৎকারটি নিচে তুলে ধরা হলো : — [364, 146, 546, 190]
quran-text: আর যখন ইবরাহিম বলল, 'হে আমার রব ! কিভাবে আপনি মৃতকে জীবিত করেন আমাকে দেখান, তিনি বললেন, তবে কি আপনি বিশ্বাস করেন না? তিনি বললেন, অবশ্যই হ্যাঁ, কিন্তু আমার মন যাতে প্রশান্ত হয়। আল্লাহ বললেন, তবে চারটি পাখি নিন এবং তাদের আপনার বশীভূত করুন। তারপর সেগুলোর টুকরো অংশ এক এক পাহাড়ে রেখে দিন। তারপর সেগুলোকে ডাকুন, সেগুলো দ্রুতগতিতে আপনার কাছে দৌড়ে আসবে। আর জেনে রাখুন, নিশ্চয় আল্লাহ প্রবল পরাক্রমশালী, প্রজ্ঞাময়। — [971, 258, 1226, 382]
writer-credit: লেখক : এমফিল গবেষক, ইসলামিক স্টাডিজ বিভাগ, রাজশাহী বিশ্ববিদ্যালয় — [1254, 900, 1499, 928]
article-dhaka7 — [364, 869, 942, 1008]
classified-item: হারিয়েছে : আমার ২০১৭ সালের এসএসসি পাসের মূল সনদপত্র হারিয়েছে। যার রোল ১১৭৬৭৭, রেজিস্ট্রেশন ১৫১১৬৭০১৫৮, শিক্ষাবর্ষ ২০১৫-১৬, বিজ্ঞান বিভাগ, রাজশাহী শিক্ষা বোর্ড। –মোসাঃ মুন্নি খাতুন। — [29, 1726, 178, 1811]
byline: ব্রাহ্মণবাড়িয়া প্রতিনিধি — [770, 2097, 941, 2113]
